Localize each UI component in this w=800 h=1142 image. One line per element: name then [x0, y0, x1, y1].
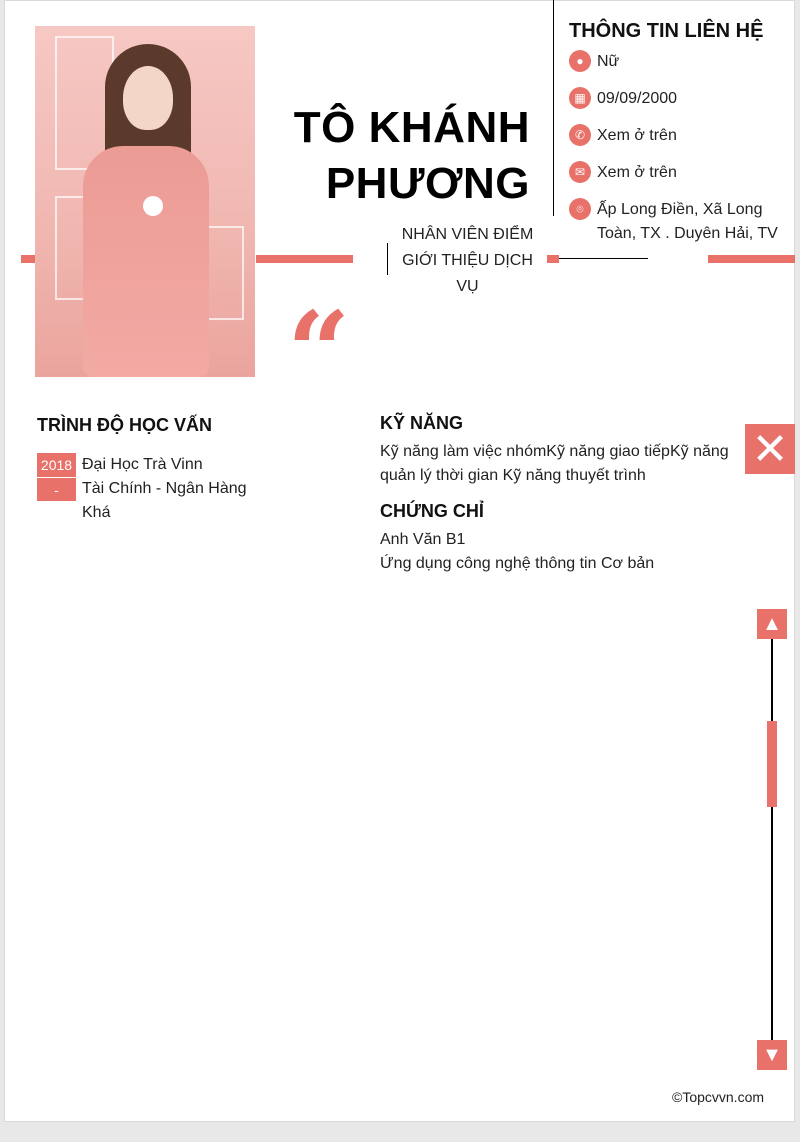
profile-photo	[35, 26, 255, 377]
education-year-badge	[37, 453, 76, 501]
thin-line	[559, 258, 648, 259]
mail-icon: ✉	[569, 161, 591, 183]
certificate-item: Anh Văn B1	[380, 531, 466, 548]
contact-phone-text: Xem ở trên	[597, 127, 677, 144]
divider-vertical	[553, 0, 554, 216]
contact-address	[569, 198, 778, 246]
address-line-1: Ấp Long Điền, Xã Long	[597, 201, 763, 218]
scrollbar-track[interactable]	[771, 639, 773, 1040]
quote-icon: “	[287, 287, 351, 416]
contact-gender	[569, 50, 619, 74]
copyright-text: ©Topcvvn.com	[672, 1089, 765, 1105]
accent-bar-job	[547, 255, 559, 263]
contact-email-text: Xem ở trên	[597, 164, 677, 181]
education-year-dash: -	[37, 477, 76, 502]
contact-title: THÔNG TIN LIÊN HỆ	[569, 20, 764, 42]
close-button[interactable]: ✕	[745, 424, 795, 474]
education-major: Tài Chính - Ngân Hàng	[82, 480, 247, 497]
user-icon: ●	[569, 50, 591, 72]
skills-title: KỸ NĂNG	[380, 413, 464, 433]
contact-address-text	[597, 198, 778, 246]
certificate-item: Ứng dụng công nghệ thông tin Cơ bản	[380, 555, 655, 572]
certificates-list	[380, 528, 654, 576]
skills-text	[380, 440, 729, 488]
education-details	[82, 453, 247, 525]
contact-phone	[569, 124, 677, 148]
name-line-2: PHƯƠNG	[325, 159, 530, 208]
education-year: 2018	[40, 457, 73, 473]
contact-gender-text: Nữ	[597, 53, 620, 70]
skills-line-2: quản lý thời gian Kỹ năng thuyết trình	[380, 467, 646, 484]
candidate-name	[294, 100, 530, 212]
name-line-1: TÔ KHÁNH	[293, 103, 530, 152]
location-icon: ⌾	[569, 198, 591, 220]
education-grade: Khá	[82, 504, 111, 521]
accent-bar-mid	[256, 255, 353, 263]
scroll-down-button[interactable]: ▼	[757, 1040, 787, 1070]
contact-birthday-text: 09/09/2000	[597, 90, 678, 107]
accent-bar-right	[708, 255, 795, 263]
scrollbar-thumb[interactable]	[767, 721, 777, 807]
contact-email	[569, 161, 677, 185]
scroll-up-button[interactable]: ▲	[757, 609, 787, 639]
calendar-icon: ▦	[569, 87, 591, 109]
divider-job	[387, 243, 388, 275]
phone-icon: ✆	[569, 124, 591, 146]
accent-bar-left	[21, 255, 35, 263]
education-school: Đại Học Trà Vinn	[82, 456, 203, 473]
contact-birthday	[569, 87, 677, 111]
job-title: NHÂN VIÊN ĐIỂM GIỚI THIỆU DỊCH VỤ	[401, 226, 534, 295]
certificates-title: CHỨNG CHỈ	[380, 501, 484, 521]
address-line-2: Toàn, TX . Duyên Hải, TV	[597, 225, 778, 242]
education-title: TRÌNH ĐỘ HỌC VẤN	[37, 415, 212, 435]
skills-line-1: Kỹ năng làm việc nhómKỹ năng giao tiếpKỹ năng	[380, 443, 729, 460]
